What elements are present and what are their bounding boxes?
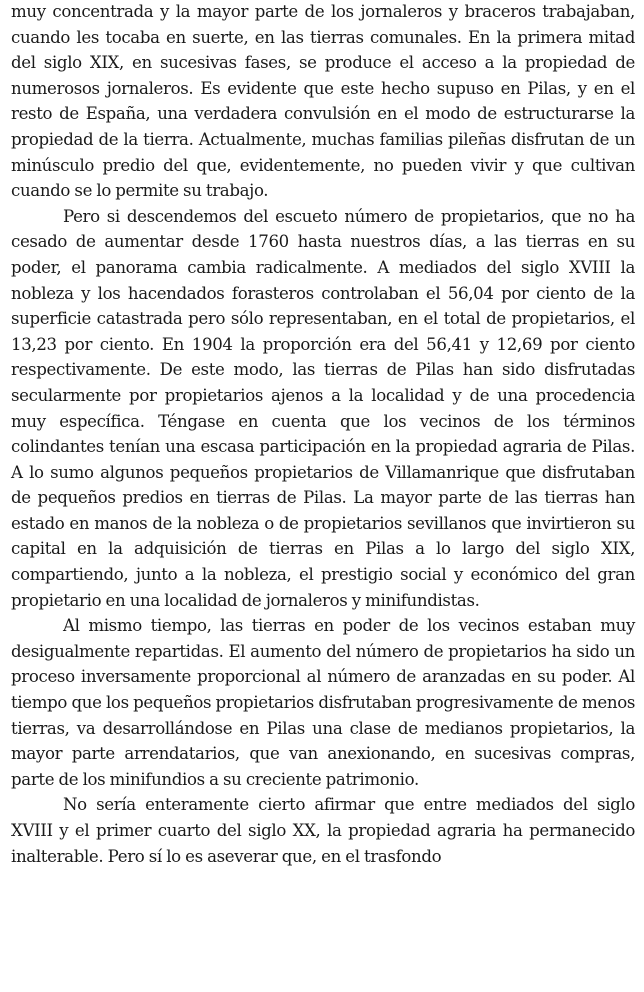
- paragraph-3: Al mismo tiempo, las tierras en poder de los vecinos estaban muy desigualmente repartidas. El aumento del número de propietarios ha sido un proceso inversamente proporcional al número de aranzadas en su poder. Al tiempo que los pequeños propietarios disfrutaban progresivamente de menos tierras, va desarrollándose en Pilas una clase de medianos propietarios, la mayor parte arrendatarios, que van anexionando, en sucesivas compras, parte de los minifundios a su creciente patrimonio.: [11, 616, 635, 789]
- paragraph-2: Pero si descendemos del escueto número de propietarios, que no ha cesado de aumentar desde 1760 hasta nuestros días, a las tierras en su poder, el panorama cambia radicalmente. A mediados del siglo XVIII la nobleza y los hacendados forasteros controlaban el 56,04 por ciento de la superficie catastrada pero sólo representaban, en el total de propietarios, el 13,23 por ciento. En 1904 la proporción era del 56,41 y 12,69 por ciento respectivamente. De este modo, las tierras de Pilas han sido disfrutadas secularmente por propietarios ajenos a la localidad y de una procedencia muy específica. Téngase en cuenta que los vecinos de los términos colindantes tenían una escasa participación en la propiedad agraria de Pilas. A lo sumo algunos pequeños propietarios de Villamanrique que disfrutaban de pequeños predios en tierras de Pilas. La mayor parte de las tierras han estado en manos de la nobleza o de propietarios sevillanos que invirtieron su capital en la adquisición de tierras en Pilas a lo largo del siglo XIX, compartiendo, junto a la nobleza, el prestigio social y económico del gran propietario en una localidad de jornaleros y minifundistas.: [11, 206, 635, 610]
- paragraph-1: muy concentrada y la mayor parte de los jornaleros y braceros trabajaban, cuando les tocaba en suerte, en las tierras comunales. En la primera mitad del siglo XIX, en sucesivas fases, se produce el acceso a la propiedad de numerosos jornaleros. Es evidente que este hecho supuso en Pilas, y en el resto de España, una verdadera convulsión en el modo de estructurarse la propiedad de la tierra. Actualmente, muchas familias pileñas disfrutan de un minúsculo predio del que, evidentemente, no pueden vivir y que cultivan cuando se lo permite su trabajo.: [11, 2, 635, 201]
- paragraph-4: No sería enteramente cierto afirmar que entre mediados del siglo XVIII y el primer cuarto del siglo XX, la propiedad agraria ha permanecido inalterable. Pero sí lo es aseverar que, en el trasfondo: [11, 795, 635, 866]
